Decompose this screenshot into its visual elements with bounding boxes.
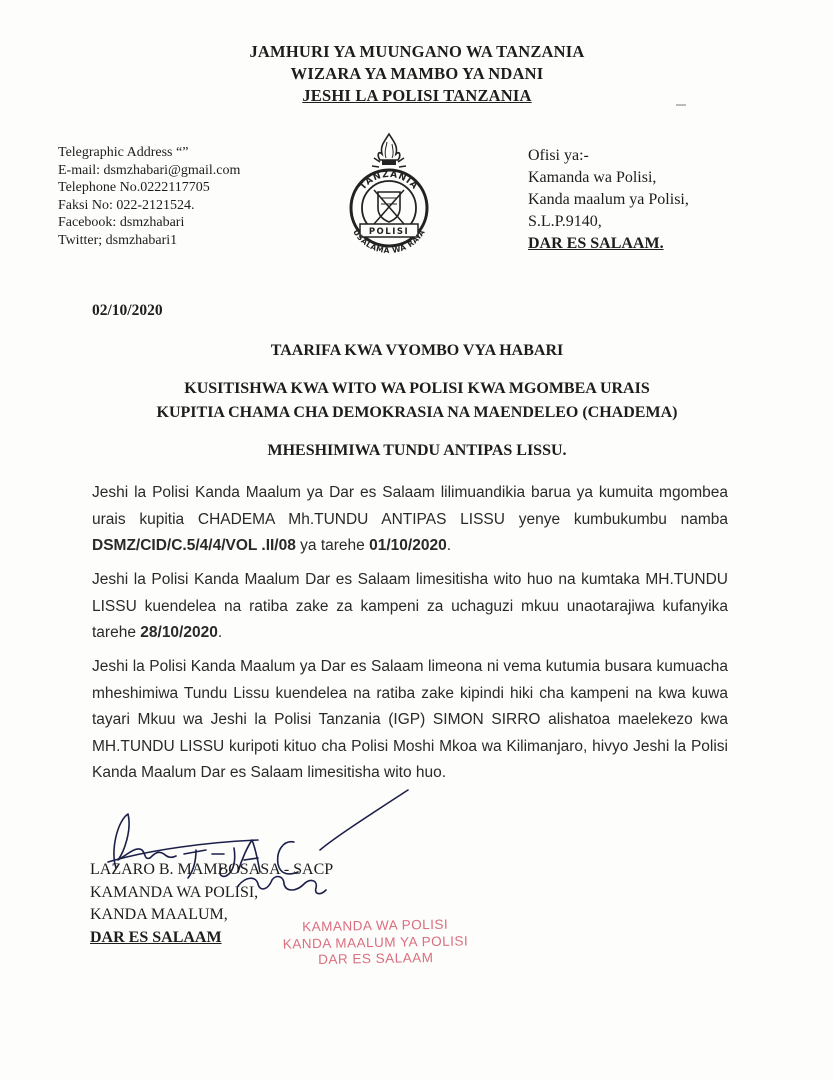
contact-block [58, 144, 240, 249]
police-emblem-icon [334, 128, 444, 268]
paragraph-1 [92, 480, 728, 560]
signatory-name: LAZARO B. MAMBOSASA - SACP [90, 861, 334, 878]
title-press-release: TAARIFA KWA VYOMBO VYA HABARI [270, 342, 564, 359]
contact-telegraphic: Telegraphic Address “” [58, 145, 189, 160]
p2-text: . [217, 624, 223, 641]
signatory-zone: KANDA MAALUM, [90, 906, 228, 923]
title-subject-line2: KUPITIA CHAMA CHA DEMOKRASIA NA MAENDELEO (CHADEMA) [156, 404, 678, 421]
office-line: Kamanda wa Polisi, [528, 169, 657, 186]
contact-fax: Faksi No: 022-2121524. [58, 197, 195, 213]
official-stamp [268, 916, 484, 969]
emblem-band-text: POLISI [368, 227, 410, 237]
p2-date: 28/10/2020 [140, 624, 218, 641]
emblem-bottom-text: USALAMA WA RAIA [351, 227, 427, 256]
p1-text: ya tarehe [295, 537, 370, 554]
title-person: MHESHIMIWA TUNDU ANTIPAS LISSU. [267, 442, 567, 459]
office-line: Ofisi ya:- [528, 147, 589, 164]
paragraph-3: Jeshi la Polisi Kanda Maalum ya Dar es Salaam limeona ni vema kutumia busara kumuacha mheshimiwa Tundu Lissu kuendelea na ratiba zake kipindi hiki cha kampeni na kwa kuwa tayari Mkuu wa Jeshi la Polisi Tanzania (IGP) SIMON SIRRO alishatoa maelekezo kwa MH.TUNDU LISSU kuripoti kituo cha Polisi Moshi Mkoa wa Kilimanjaro, hivyo Jeshi la Polisi Kanda Maalum Dar es Salaam limesitisha wito huo. [92, 658, 728, 781]
office-line: Kanda maalum ya Polisi, [528, 191, 689, 208]
contact-telephone: Telephone No.0222117705 [58, 180, 210, 195]
p2-text: Jeshi la Polisi Kanda Maalum Dar es Salaam limesitisha wito huo na kumtaka MH.TUNDU LISSU kuendelea na ratiba zake za kampeni za uchaguzi mkuu unaotarajiwa kufanyika tarehe [92, 571, 728, 641]
signatory-city: DAR ES SALAAM [90, 928, 222, 946]
office-block [528, 145, 689, 255]
p1-text: . [446, 537, 451, 554]
p1-date: 01/10/2020 [369, 537, 447, 554]
title-subject-line1: KUSITISHWA KWA WITO WA POLISI KWA MGOMBEA URAIS [184, 380, 650, 397]
signatory-role: KAMANDA WA POLISI, [90, 883, 259, 901]
header-agency: JESHI LA POLISI TANZANIA [302, 86, 532, 105]
header-agency-wrap [0, 86, 834, 106]
office-city: DAR ES SALAAM. [528, 235, 664, 252]
scan-speck [676, 104, 686, 106]
p1-reference: DSMZ/CID/C.5/4/4/VOL .II/08 [92, 537, 296, 554]
stamp-line2: KANDA MAALUM YA POLISI [282, 932, 469, 952]
contact-facebook: Facebook: dsmzhabari [58, 215, 185, 230]
contact-twitter: Twitter; dsmzhabari1 [58, 232, 178, 248]
contact-email: E-mail: dsmzhabari@gmail.com [58, 162, 241, 178]
stamp-line3: DAR ES SALAAM [317, 949, 434, 968]
header-country: JAMHURI YA MUUNGANO WA TANZANIA [249, 42, 585, 61]
header-ministry: WIZARA YA MAMBO YA NDANI [290, 64, 544, 83]
paragraph-2 [92, 567, 728, 647]
document-date: 02/10/2020 [92, 302, 163, 319]
p1-text: Jeshi la Polisi Kanda Maalum ya Dar es Salaam lilimuandikia barua ya kumuita mgombea urais kupitia CHADEMA Mh.TUNDU ANTIPAS LISSU yenye kumbukumbu namba [92, 484, 728, 528]
stamp-line1: KAMANDA WA POLISI [302, 916, 449, 935]
office-line: S.L.P.9140, [528, 213, 602, 230]
emblem-top-text: TANZANIA [358, 169, 420, 193]
